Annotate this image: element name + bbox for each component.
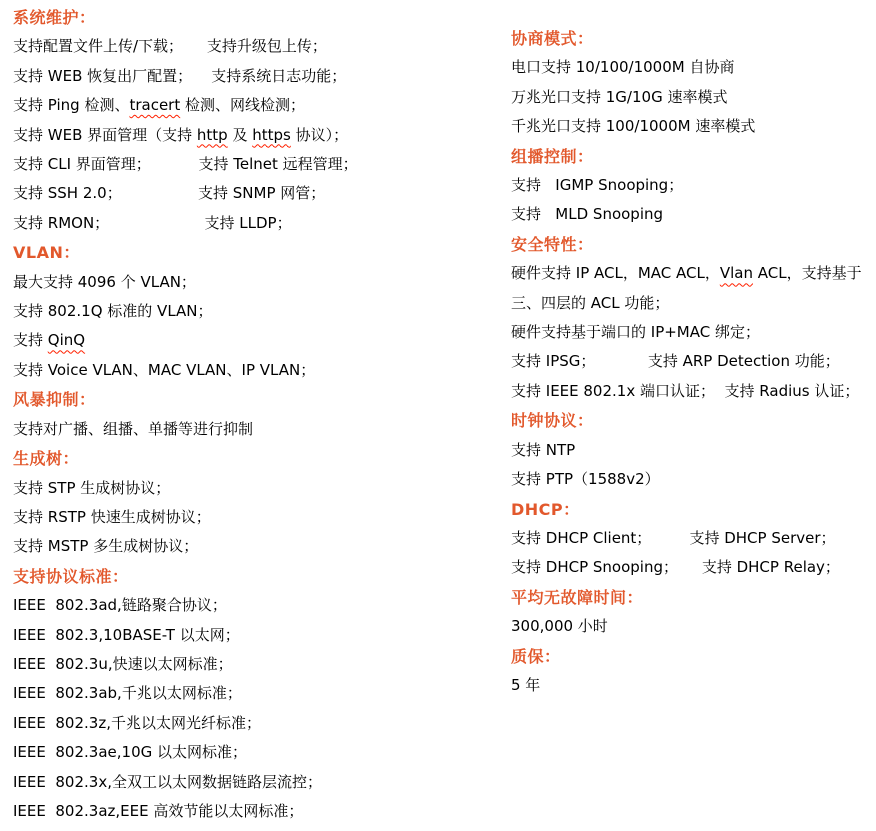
spec-text: 支持 DHCP Client； 支持 DHCP Server；	[511, 528, 836, 547]
section-heading: 安全特性：	[511, 234, 594, 254]
spec-text: 支持 MLD Snooping	[511, 205, 664, 224]
spec-text: 支持 IPSG； 支持 ARP Detection 功能；	[511, 352, 840, 371]
spec-line	[511, 347, 874, 376]
section-heading: 质保：	[511, 646, 561, 666]
spec-text: 支持 802.1Q 标准的 VLAN；	[13, 302, 213, 321]
spec-line	[13, 532, 447, 561]
section-heading: DHCP：	[511, 499, 580, 519]
spec-text: 支持 RSTP 快速生成树协议；	[13, 507, 211, 526]
section-heading: VLAN：	[13, 243, 80, 263]
spec-text: 支持 NTP	[511, 440, 576, 459]
spec-line	[13, 474, 447, 503]
spec-text: 千兆光口支持 100/1000M 速率模式	[511, 117, 756, 136]
spec-text: 支持 CLI 界面管理； 支持 Telnet 远程管理；	[13, 155, 358, 174]
spec-text: 硬件支持 IP ACL，MAC ACL，	[511, 264, 720, 283]
spec-line	[511, 553, 874, 582]
section-heading: 支持协议标准：	[13, 566, 129, 586]
spec-line	[511, 83, 874, 112]
spec-text: 支持	[13, 331, 48, 350]
spellcheck-underlined-word: http	[196, 125, 228, 144]
spellcheck-underlined-word: QinQ	[47, 331, 86, 350]
spec-line	[13, 91, 447, 120]
spec-text: IEEE 802.3ab,千兆以太网标准；	[13, 684, 242, 703]
spec-text: 支持 WEB 恢复出厂配置； 支持系统日志功能；	[13, 66, 347, 85]
spec-text: 电口支持 10/100/1000M 自协商	[511, 58, 735, 77]
spec-line	[13, 621, 447, 650]
spec-text: IEEE 802.3x,全双工以太网数据链路层流控；	[13, 772, 322, 791]
spec-line	[13, 121, 447, 150]
spec-line	[13, 503, 447, 532]
spec-line	[511, 671, 874, 700]
spec-column-left	[13, 3, 447, 826]
spec-text: 支持 Voice VLAN、MAC VLAN、IP VLAN；	[13, 360, 316, 379]
spec-text: 支持对广播、组播、单播等进行抑制	[13, 419, 254, 438]
section-heading: 时钟协议：	[511, 411, 594, 431]
spec-text: 最大支持 4096 个 VLAN；	[13, 272, 196, 291]
spec-text: 支持 IEEE 802.1x 端口认证； 支持 Radius 认证；	[511, 381, 860, 400]
spec-line	[511, 524, 874, 553]
spec-line	[511, 465, 874, 494]
spec-line	[13, 268, 447, 297]
spec-text: 支持 STP 生成树协议；	[13, 478, 171, 497]
spec-text: 5 年	[511, 675, 541, 694]
spec-text: IEEE 802.3z,千兆以太网光纤标准；	[13, 713, 261, 732]
spellcheck-underlined-word: Vlan	[719, 264, 753, 283]
spec-text: IEEE 802.3,10BASE-T 以太网；	[13, 625, 240, 644]
spec-line	[13, 591, 447, 620]
spec-text: 及	[227, 125, 253, 144]
spec-line	[13, 356, 447, 385]
spec-text: 支持 MSTP 多生成树协议；	[13, 537, 199, 556]
spec-text: 支持 PTP（1588v2）	[511, 470, 660, 489]
spec-text: 支持 Ping 检测、	[13, 96, 130, 115]
spec-line	[511, 259, 874, 318]
spec-line	[13, 709, 447, 738]
spec-column-right	[511, 24, 874, 700]
spec-text: 支持配置文件上传/下载； 支持升级包上传；	[13, 37, 327, 56]
spec-line	[13, 150, 447, 179]
spec-line	[511, 200, 874, 229]
spec-text: IEEE 802.3ae,10G 以太网标准；	[13, 743, 248, 762]
section-heading: 生成树：	[13, 449, 80, 469]
spec-line	[13, 650, 447, 679]
spec-line	[13, 179, 447, 208]
spec-line	[511, 171, 874, 200]
spec-text: 检测、网线检测；	[180, 96, 305, 115]
spellcheck-underlined-word: tracert	[129, 96, 181, 115]
spec-line	[511, 53, 874, 82]
spec-line	[13, 326, 447, 355]
spec-text: 支持 SSH 2.0； 支持 SNMP 网管；	[13, 184, 326, 203]
spellcheck-underlined-word: https	[252, 125, 291, 144]
spec-line	[13, 415, 447, 444]
section-heading: 协商模式：	[511, 29, 594, 48]
spec-text: 支持 RMON； 支持 LLDP；	[13, 213, 292, 232]
section-heading: 组播控制：	[511, 146, 594, 166]
section-heading: 风暴抑制：	[13, 390, 96, 410]
spec-text: 硬件支持基于端口的 IP+MAC 绑定；	[511, 323, 760, 342]
spec-text: IEEE 802.3ad,链路聚合协议；	[13, 596, 227, 615]
spec-text: 300,000 小时	[511, 617, 608, 636]
spec-text: IEEE 802.3az,EEE 高效节能以太网标准；	[13, 801, 304, 820]
spec-line	[13, 209, 447, 238]
spec-text: 支持 DHCP Snooping； 支持 DHCP Relay；	[511, 558, 840, 577]
spec-text: 万兆光口支持 1G/10G 速率模式	[511, 87, 728, 106]
spec-text: IEEE 802.3u,快速以太网标准；	[13, 654, 233, 673]
spec-line	[13, 768, 447, 797]
spec-text: 支持 IGMP Snooping；	[511, 176, 684, 195]
spec-line	[13, 62, 447, 91]
spec-text: ACL，支持基于三、四层的 ACL 功能；	[511, 264, 862, 312]
section-heading: 系统维护：	[13, 8, 96, 27]
spec-line	[511, 612, 874, 641]
spec-line	[13, 297, 447, 326]
spec-line	[13, 738, 447, 767]
spec-line	[511, 436, 874, 465]
section-heading: 平均无故障时间：	[511, 587, 644, 607]
spec-line	[13, 797, 447, 826]
spec-text: 支持 WEB 界面管理（支持	[13, 125, 197, 144]
spec-line	[511, 112, 874, 141]
spec-line	[13, 679, 447, 708]
spec-line	[511, 318, 874, 347]
spec-text: 协议）；	[290, 125, 349, 144]
spec-line	[511, 377, 874, 406]
spec-line	[13, 32, 447, 61]
